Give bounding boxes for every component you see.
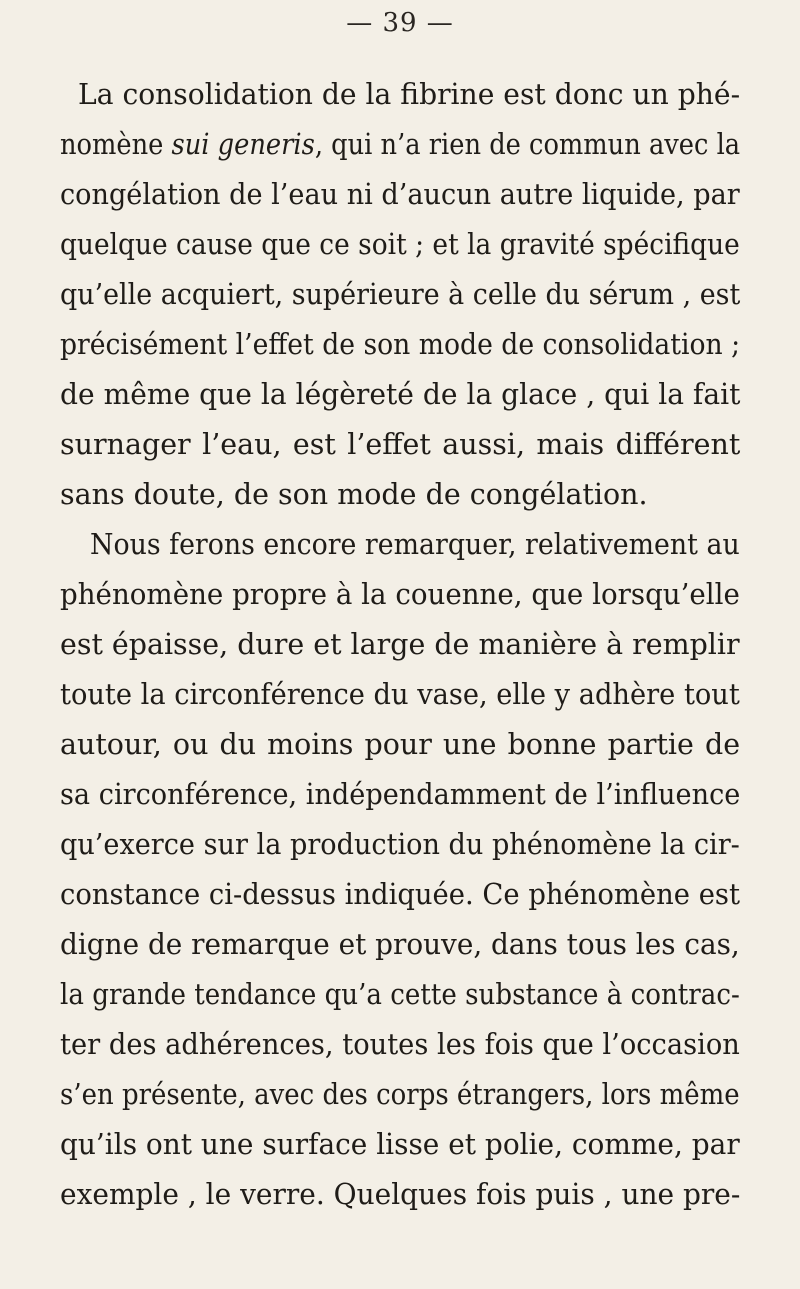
text-line: s’en présente, avec des corps étrangers, lors même — [60, 1078, 740, 1111]
text-line: toute la circonférence du vase, elle y adhère tout — [60, 678, 740, 711]
text-line: qu’elle acquiert, supérieure à celle du sérum , est — [60, 278, 741, 311]
text-line: qu’exerce sur la production du phénomène la cir- — [60, 828, 740, 861]
text-line: digne de remarque et prouve, dans tous les cas, — [60, 928, 740, 961]
text-line: Nous ferons encore remarquer, relativement au — [90, 528, 740, 561]
text-line: ter des adhérences, toutes les fois que l’occasion — [60, 1028, 740, 1061]
text-line: sa circonférence, indépendamment de l’influence — [60, 778, 741, 811]
text-line: de même que la légèreté de la glace , qui la fait — [60, 378, 741, 411]
text-line: congélation de l’eau ni d’aucun autre liquide, par — [60, 178, 740, 211]
page-number: — 39 — — [346, 8, 454, 38]
text-line: est épaisse, dure et large de manière à remplir — [60, 628, 740, 661]
text-line: quelque cause que ce soit ; et la gravité spécifique — [60, 228, 740, 261]
text-line: phénomène propre à la couenne, que lorsqu’elle — [60, 578, 740, 611]
text-line: surnager l’eau, est l’effet aussi, mais différent — [60, 428, 741, 461]
text-line: nomène sui generis, qui n’a rien de commun avec la — [60, 128, 741, 161]
text-line: autour, ou du moins pour une bonne partie de — [60, 728, 741, 761]
text-line: la grande tendance qu’a cette substance à contrac- — [60, 978, 740, 1011]
text-line: précisément l’effet de son mode de consolidation ; — [60, 328, 741, 361]
text-line: constance ci-dessus indiquée. Ce phénomène est — [60, 878, 741, 911]
text-line: qu’ils ont une surface lisse et polie, comme, par — [60, 1128, 740, 1161]
text-line: exemple , le verre. Quelques fois puis , une pre- — [60, 1178, 741, 1211]
text-line: La consolidation de la fibrine est donc un phé- — [78, 78, 741, 111]
text-line: sans doute, de son mode de congélation. — [60, 478, 648, 511]
